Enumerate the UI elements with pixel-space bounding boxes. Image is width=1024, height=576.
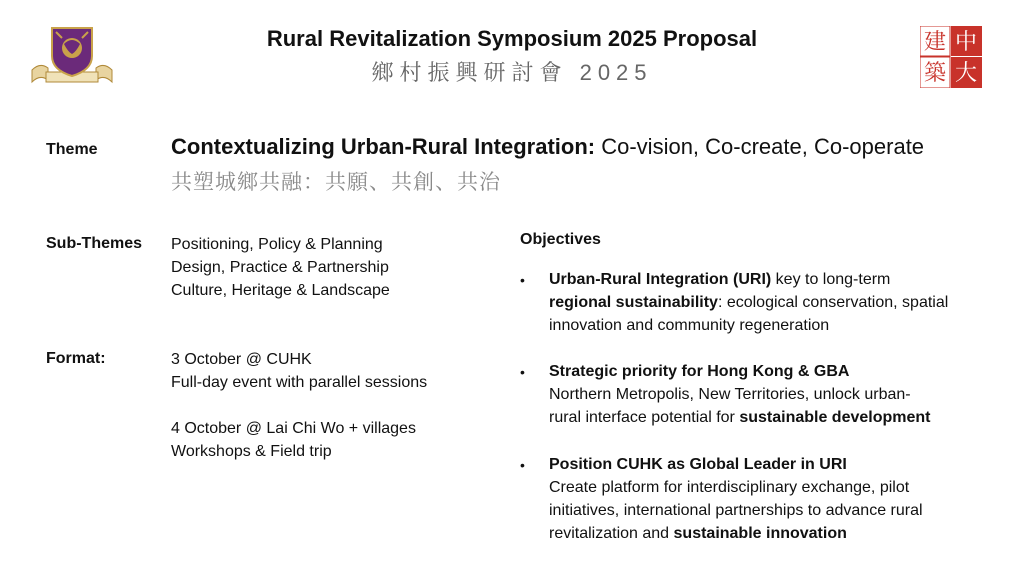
objective-item xyxy=(549,453,989,545)
theme-title xyxy=(171,134,924,160)
objective-3-text-2: Create platform for interdisciplinary exchange, pilot xyxy=(549,479,910,496)
theme-title-cn: 共塑城鄉共融：共願、共創、共治 xyxy=(171,171,501,194)
objective-1-text: key to long-term xyxy=(771,271,891,288)
page-title: Rural Revitalization Symposium 2025 Proposal xyxy=(266,26,758,51)
objective-1-bold: Urban-Rural Integration (URI) xyxy=(549,271,772,288)
seal-char-1: 建 xyxy=(923,30,947,55)
objective-2-text-3: rural interface potential for xyxy=(549,409,740,426)
objective-3-text-3: initiatives, international partnerships to advance rural xyxy=(549,502,923,519)
format-label: Format: xyxy=(46,350,106,367)
seal-char-4: 大 xyxy=(954,61,978,86)
format-day1-line: Full-day event with parallel sessions xyxy=(171,374,428,391)
objective-2-bold-3: sustainable development xyxy=(739,409,931,426)
objective-2-bold: Strategic priority for Hong Kong & GBA xyxy=(549,363,850,380)
theme-label: Theme xyxy=(46,141,98,158)
bullet-icon: • xyxy=(520,457,525,473)
objective-3-text-4: revitalization and xyxy=(549,525,674,542)
format-day1 xyxy=(171,348,427,394)
seal-char-3: 築 xyxy=(923,61,947,86)
objective-1-text-2: : ecological conservation, spatial xyxy=(717,294,949,311)
objective-1-bold-2: regional sustainability xyxy=(549,294,718,311)
objective-3-bold: Position CUHK as Global Leader in URI xyxy=(549,456,847,473)
bullet-icon: • xyxy=(520,364,525,380)
bullet-icon: • xyxy=(520,272,525,288)
objective-item xyxy=(549,268,989,337)
objective-2-text-2: Northern Metropolis, New Territories, unlock urban- xyxy=(549,386,911,403)
objective-item xyxy=(549,360,989,429)
objective-1-text-3: innovation and community regeneration xyxy=(549,317,830,334)
subtheme-item: Positioning, Policy & Planning xyxy=(171,236,383,253)
subtheme-item: Culture, Heritage & Landscape xyxy=(171,282,390,299)
theme-title-bold: Contextualizing Urban-Rural Integration: xyxy=(171,134,596,159)
subtheme-item: Design, Practice & Partnership xyxy=(171,259,389,276)
subthemes-list xyxy=(171,233,390,302)
page-subtitle-cn: 鄉村振興研討會 2025 xyxy=(371,60,653,85)
objectives-title: Objectives xyxy=(520,231,601,248)
format-day2-line: Workshops & Field trip xyxy=(171,443,332,460)
theme-title-rest: Co-vision, Co-create, Co-operate xyxy=(595,134,925,159)
subthemes-label: Sub-Themes xyxy=(46,235,143,252)
format-day2 xyxy=(171,417,416,463)
format-day1-line: 3 October @ CUHK xyxy=(171,351,312,368)
seal-char-2: 中 xyxy=(954,30,978,55)
objective-3-bold-4: sustainable innovation xyxy=(673,525,847,542)
format-day2-line: 4 October @ Lai Chi Wo + villages xyxy=(171,420,416,437)
